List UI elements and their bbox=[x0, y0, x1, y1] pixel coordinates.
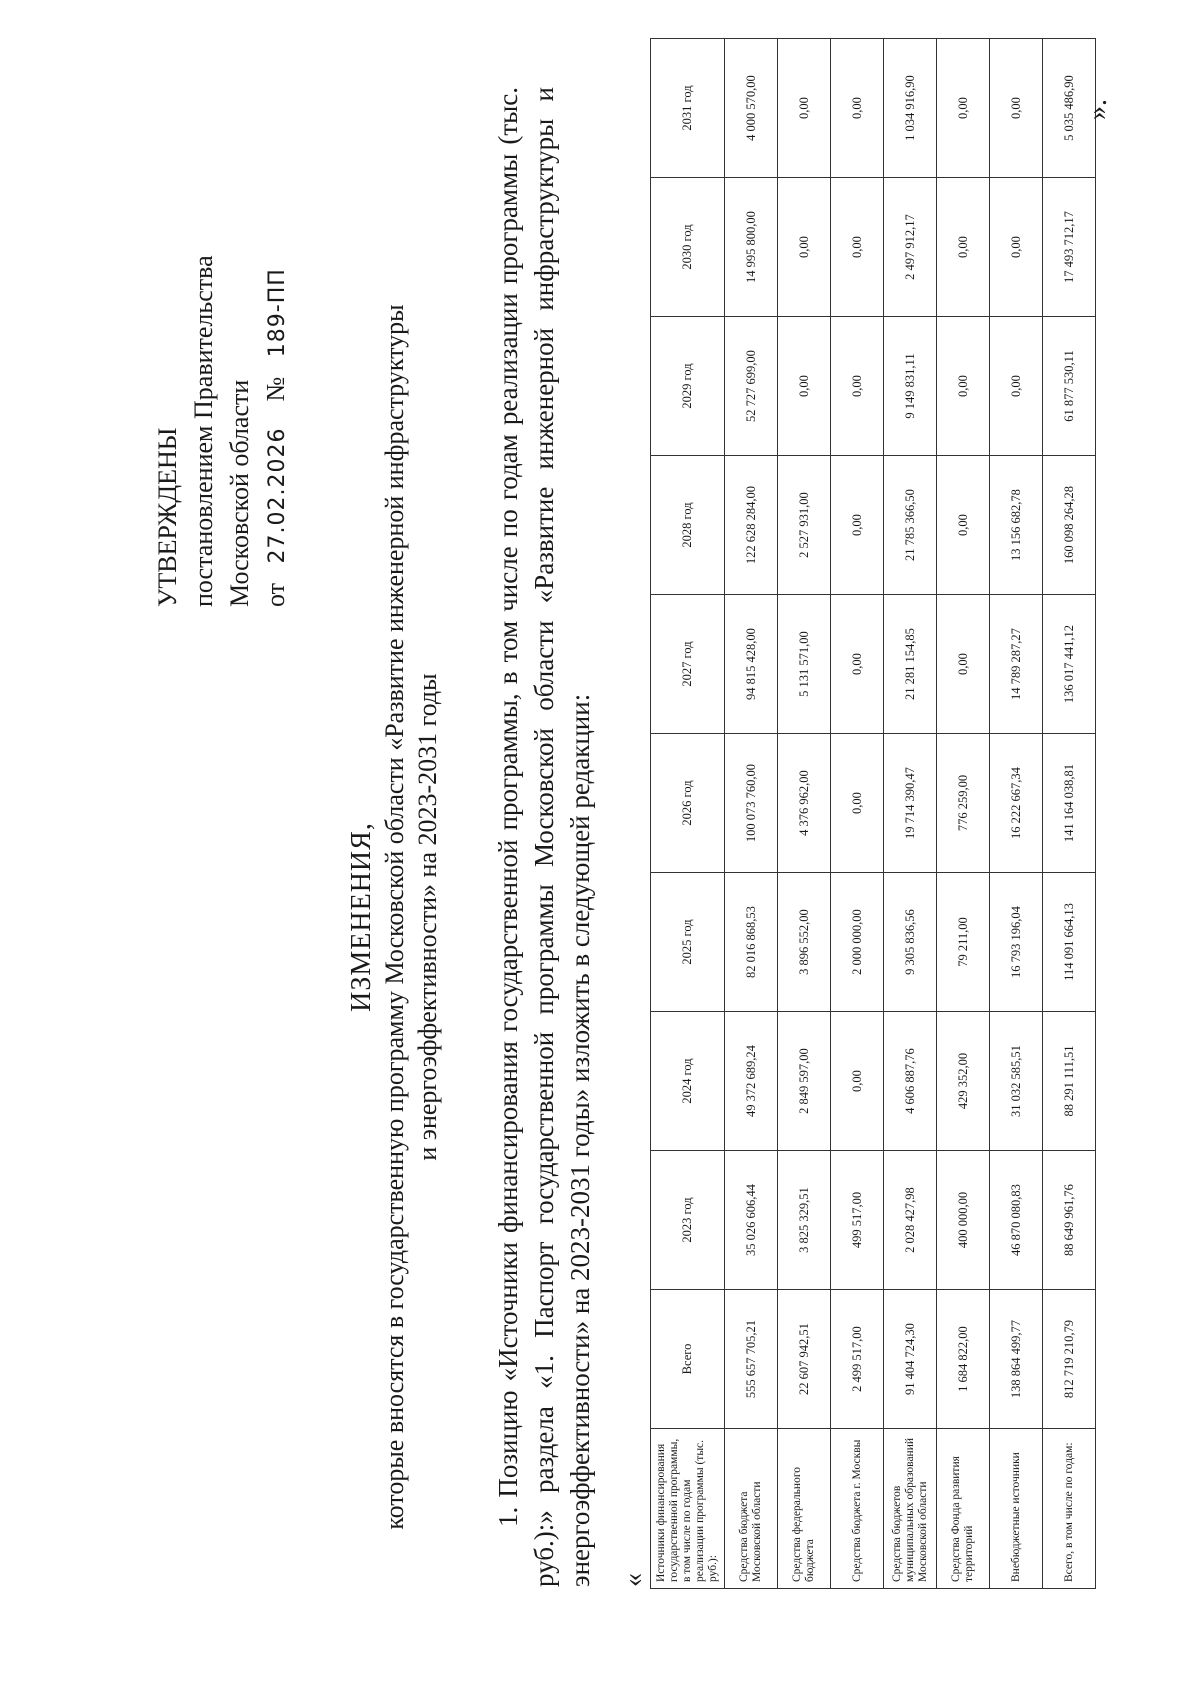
table-row bbox=[778, 39, 831, 1589]
row-total: 1 684 822,00 bbox=[937, 1290, 990, 1429]
table-cell: 2 849 597,00 bbox=[778, 1012, 831, 1151]
financing-table bbox=[650, 38, 1096, 1589]
header-year: 2025 год bbox=[651, 873, 725, 1012]
approval-date: 27.02.2026 bbox=[265, 427, 290, 564]
table-cell: 3 825 329,51 bbox=[778, 1151, 831, 1290]
table-cell: 0,00 bbox=[937, 178, 990, 317]
table-cell: 9 305 836,56 bbox=[884, 873, 937, 1012]
table-cell: 0,00 bbox=[990, 39, 1043, 178]
table-cell: 2 028 427,98 bbox=[884, 1151, 937, 1290]
table-cell: 79 211,00 bbox=[937, 873, 990, 1012]
table-cell: 16 793 196,04 bbox=[990, 873, 1043, 1012]
table-cell: 4 376 962,00 bbox=[778, 734, 831, 873]
title-line-1: которые вносятся в государственную программу Московской области «Развитие инженерной инфраструктуры bbox=[380, 304, 409, 1530]
table-cell: 4 000 570,00 bbox=[725, 39, 778, 178]
table-cell: 21 785 366,50 bbox=[884, 456, 937, 595]
table-cell: 0,00 bbox=[778, 178, 831, 317]
table-cell: 16 222 667,34 bbox=[990, 734, 1043, 873]
table-cell: 0,00 bbox=[937, 456, 990, 595]
table-row bbox=[831, 39, 884, 1589]
table-cell: 3 896 552,00 bbox=[778, 873, 831, 1012]
table-cell: 94 815 428,00 bbox=[725, 595, 778, 734]
closing-quote: ». bbox=[1082, 99, 1113, 120]
header-year: 2027 год bbox=[651, 595, 725, 734]
table-cell: 1 034 916,90 bbox=[884, 39, 937, 178]
opening-quote: « bbox=[618, 1573, 649, 1587]
header-year: 2023 год bbox=[651, 1151, 725, 1290]
table-cell: 429 352,00 bbox=[937, 1012, 990, 1151]
row-total: 22 607 942,51 bbox=[778, 1290, 831, 1429]
table-header-row bbox=[651, 39, 725, 1589]
table-cell: 88 291 111,51 bbox=[1043, 1012, 1096, 1151]
title-heading: ИЗМЕНЕНИЯ, bbox=[346, 822, 377, 1012]
header-year: 2028 год bbox=[651, 456, 725, 595]
header-year: 2026 год bbox=[651, 734, 725, 873]
table-cell: 0,00 bbox=[990, 178, 1043, 317]
approval-line-2: Московской области bbox=[225, 379, 254, 607]
table-cell: 0,00 bbox=[831, 595, 884, 734]
table-cell: 0,00 bbox=[831, 39, 884, 178]
table-cell: 61 877 530,11 bbox=[1043, 317, 1096, 456]
table-cell: 17 493 712,17 bbox=[1043, 178, 1096, 317]
row-total: 555 657 705,21 bbox=[725, 1290, 778, 1429]
table-cell: 0,00 bbox=[831, 734, 884, 873]
row-total: 91 404 724,30 bbox=[884, 1290, 937, 1429]
amendment-paragraph bbox=[490, 87, 598, 1587]
title-line-2: и энергоэффективности» на 2023-2031 годы bbox=[413, 673, 442, 1161]
table-cell: 19 714 390,47 bbox=[884, 734, 937, 873]
approval-line-1: постановлением Правительства bbox=[189, 255, 218, 607]
approval-stamp bbox=[150, 127, 296, 607]
number-sign: № bbox=[261, 376, 290, 402]
table-cell: 82 016 868,53 bbox=[725, 873, 778, 1012]
table-cell: 13 156 682,78 bbox=[990, 456, 1043, 595]
table-cell: 0,00 bbox=[831, 1012, 884, 1151]
table-cell: 0,00 bbox=[937, 595, 990, 734]
row-label: Всего, в том числе по годам: bbox=[1043, 1429, 1096, 1589]
table-cell: 46 870 080,83 bbox=[990, 1151, 1043, 1290]
table-cell: 776 259,00 bbox=[937, 734, 990, 873]
row-total: 2 499 517,00 bbox=[831, 1290, 884, 1429]
table-cell: 400 000,00 bbox=[937, 1151, 990, 1290]
table-cell: 2 497 912,17 bbox=[884, 178, 937, 317]
table-cell: 14 995 800,00 bbox=[725, 178, 778, 317]
table-cell: 100 073 760,00 bbox=[725, 734, 778, 873]
table-cell: 136 017 441,12 bbox=[1043, 595, 1096, 734]
date-prefix: от bbox=[261, 582, 290, 607]
table-cell: 114 091 664,13 bbox=[1043, 873, 1096, 1012]
table-cell: 88 649 961,76 bbox=[1043, 1151, 1096, 1290]
table-row bbox=[990, 39, 1043, 1589]
row-total: 812 719 210,79 bbox=[1043, 1290, 1096, 1429]
table-cell: 35 026 606,44 bbox=[725, 1151, 778, 1290]
table-cell: 49 372 689,24 bbox=[725, 1012, 778, 1151]
table-cell: 0,00 bbox=[831, 317, 884, 456]
table-cell: 0,00 bbox=[937, 317, 990, 456]
table-cell: 2 000 000,00 bbox=[831, 873, 884, 1012]
table-cell: 160 098 264,28 bbox=[1043, 456, 1096, 595]
approval-date-line bbox=[258, 127, 296, 607]
table-cell: 4 606 887,76 bbox=[884, 1012, 937, 1151]
table-cell: 0,00 bbox=[990, 317, 1043, 456]
table-cell: 141 164 038,81 bbox=[1043, 734, 1096, 873]
header-year: 2031 год bbox=[651, 39, 725, 178]
header-sources: Источники финансирования государственной программы, в том числе по годам реализации программы (тыс. руб.): bbox=[651, 1429, 725, 1589]
approval-number: 189-ПП bbox=[265, 268, 290, 358]
table-cell: 31 032 585,51 bbox=[990, 1012, 1043, 1151]
table-cell: 2 527 931,00 bbox=[778, 456, 831, 595]
header-year: 2029 год bbox=[651, 317, 725, 456]
table-cell: 0,00 bbox=[831, 456, 884, 595]
table-cell: 0,00 bbox=[831, 178, 884, 317]
header-year: 2024 год bbox=[651, 1012, 725, 1151]
table-cell: 122 628 284,00 bbox=[725, 456, 778, 595]
table-row-total bbox=[1043, 39, 1096, 1589]
table-row bbox=[937, 39, 990, 1589]
header-year: 2030 год bbox=[651, 178, 725, 317]
row-label: Средства бюджета Московской области bbox=[725, 1429, 778, 1589]
row-total: 138 864 499,77 bbox=[990, 1290, 1043, 1429]
approval-word: УТВЕРЖДЕНЫ bbox=[153, 427, 182, 607]
table-cell: 52 727 699,00 bbox=[725, 317, 778, 456]
document-title bbox=[345, 267, 444, 1567]
table-cell: 5 131 571,00 bbox=[778, 595, 831, 734]
table-cell: 5 035 486,90 bbox=[1043, 39, 1096, 178]
table-cell: 14 789 287,27 bbox=[990, 595, 1043, 734]
paragraph-text: 1. Позицию «Источники финансирования государственной программы, в том числе по годам реализации программы (тыс. руб.):» раздела «1. Паспорт государственной программы Московской области «Развитие инженерной инфраструктуры и энергоэффективности» на 2023-2031 годы» изложить в следующей редакции: bbox=[493, 87, 595, 1587]
table-cell: 499 517,00 bbox=[831, 1151, 884, 1290]
table-cell: 0,00 bbox=[778, 39, 831, 178]
table-cell: 9 149 831,11 bbox=[884, 317, 937, 456]
table-cell: 0,00 bbox=[778, 317, 831, 456]
row-label: Внебюджетные источники bbox=[990, 1429, 1043, 1589]
table-row bbox=[884, 39, 937, 1589]
table-cell: 21 281 154,85 bbox=[884, 595, 937, 734]
header-total: Всего bbox=[651, 1290, 725, 1429]
table-row bbox=[725, 39, 778, 1589]
table-cell: 0,00 bbox=[937, 39, 990, 178]
row-label: Средства бюджета г. Москвы bbox=[831, 1429, 884, 1589]
row-label: Средства Фонда развития территорий bbox=[937, 1429, 990, 1589]
row-label: Средства федерального бюджета bbox=[778, 1429, 831, 1589]
row-label: Средства бюджетов муниципальных образований Московской области bbox=[884, 1429, 937, 1589]
